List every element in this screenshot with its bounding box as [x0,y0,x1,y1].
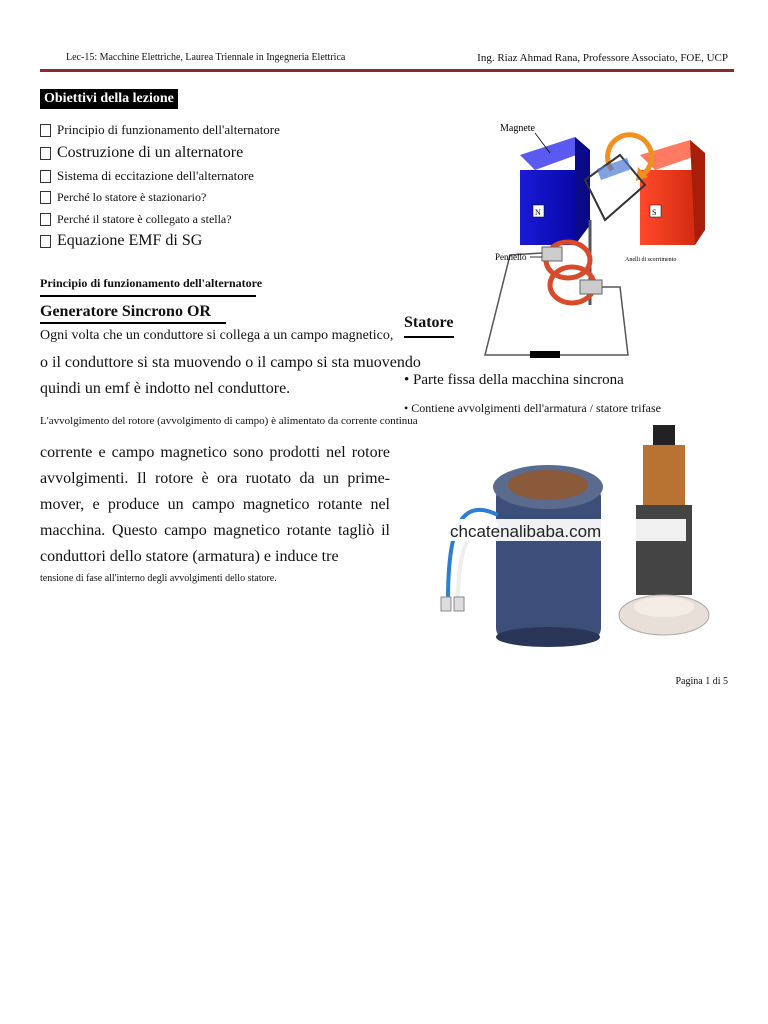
checkbox-icon [40,147,51,160]
rotor-body [636,505,692,595]
stator-rotor-photo [438,425,720,650]
objective-item: Perché il statore è collegato a stella? [40,212,232,227]
checkbox-icon [40,170,51,183]
south-label: S [652,208,657,217]
checkbox-icon [40,124,51,137]
checkbox-icon [40,213,51,226]
section-underline [40,295,256,297]
stator-bullet: • Contiene avvolgimenti dell'armatura / statore trifase [404,401,661,415]
section-title: Principio di funzionamento dell'alternatore [40,276,263,290]
magnet-label: Magnete [500,123,535,134]
paragraph-rotation: corrente e campo magnetico sono prodotti nel rotore avvolgimenti. Il rotore è ora ruotato da un prime-mover, e produce un campo magnetico rotante nel macchina. Questo campo magnetico rotante tagliò il conduttori dello statore (armatura) e induce tre [40,444,390,565]
section-subtitle: Generatore Sincrono OR [40,303,211,320]
alternator-diagram [480,115,730,360]
objective-item: Equazione EMF di SG [40,232,202,250]
stator-bullet: • Parte fissa della macchina sincrona [404,372,624,388]
north-label: N [535,208,541,217]
brush-icon [542,247,562,261]
checkbox-icon [40,191,51,204]
south-magnet [640,170,695,245]
subtitle-underline [40,322,226,324]
objective-item: Perché lo statore è stazionario? [40,190,206,205]
header-author: Ing. Riaz Ahmad Rana, Professore Associato, FOE, UCP [477,52,728,64]
north-magnet [520,170,575,245]
rotor-winding [643,445,685,505]
paragraph-line: o il conduttore si sta muovendo o il campo si sta muovendo [40,354,421,371]
objective-item: Costruzione di un alternatore [40,144,243,162]
objective-item: Principio di funzionamento dell'alternatore [40,122,280,138]
header-rule [40,69,734,72]
brush-label: Pennello [495,252,527,262]
stator-underline [404,336,454,338]
photo-watermark: chcatenalibaba.com [450,522,602,541]
load-resistor [530,351,560,358]
paragraph-phase: tensione di fase all'interno degli avvolgimenti dello statore. [40,573,277,584]
slip-rings-label: Anelli di scorrimento [625,257,677,263]
brush-icon [580,280,602,294]
stator-title: Statore [404,314,454,331]
objectives-title: Obiettivi della lezione [40,89,178,109]
page-number: Pagina 1 di 5 [675,676,728,687]
objective-item: Sistema di eccitazione dell'alternatore [40,168,254,184]
paragraph-line: Ogni volta che un conduttore si collega a un campo magnetico, [40,328,394,343]
header-course: Lec-15: Macchine Elettriche, Laurea Triennale in Ingegneria Elettrica [66,52,346,63]
paragraph-line: quindi un emf è indotto nel conduttore. [40,380,291,397]
paragraph-rotor: L'avvolgimento del rotore (avvolgimento di campo) è alimentato da corrente continua [40,415,418,427]
checkbox-icon [40,235,51,248]
